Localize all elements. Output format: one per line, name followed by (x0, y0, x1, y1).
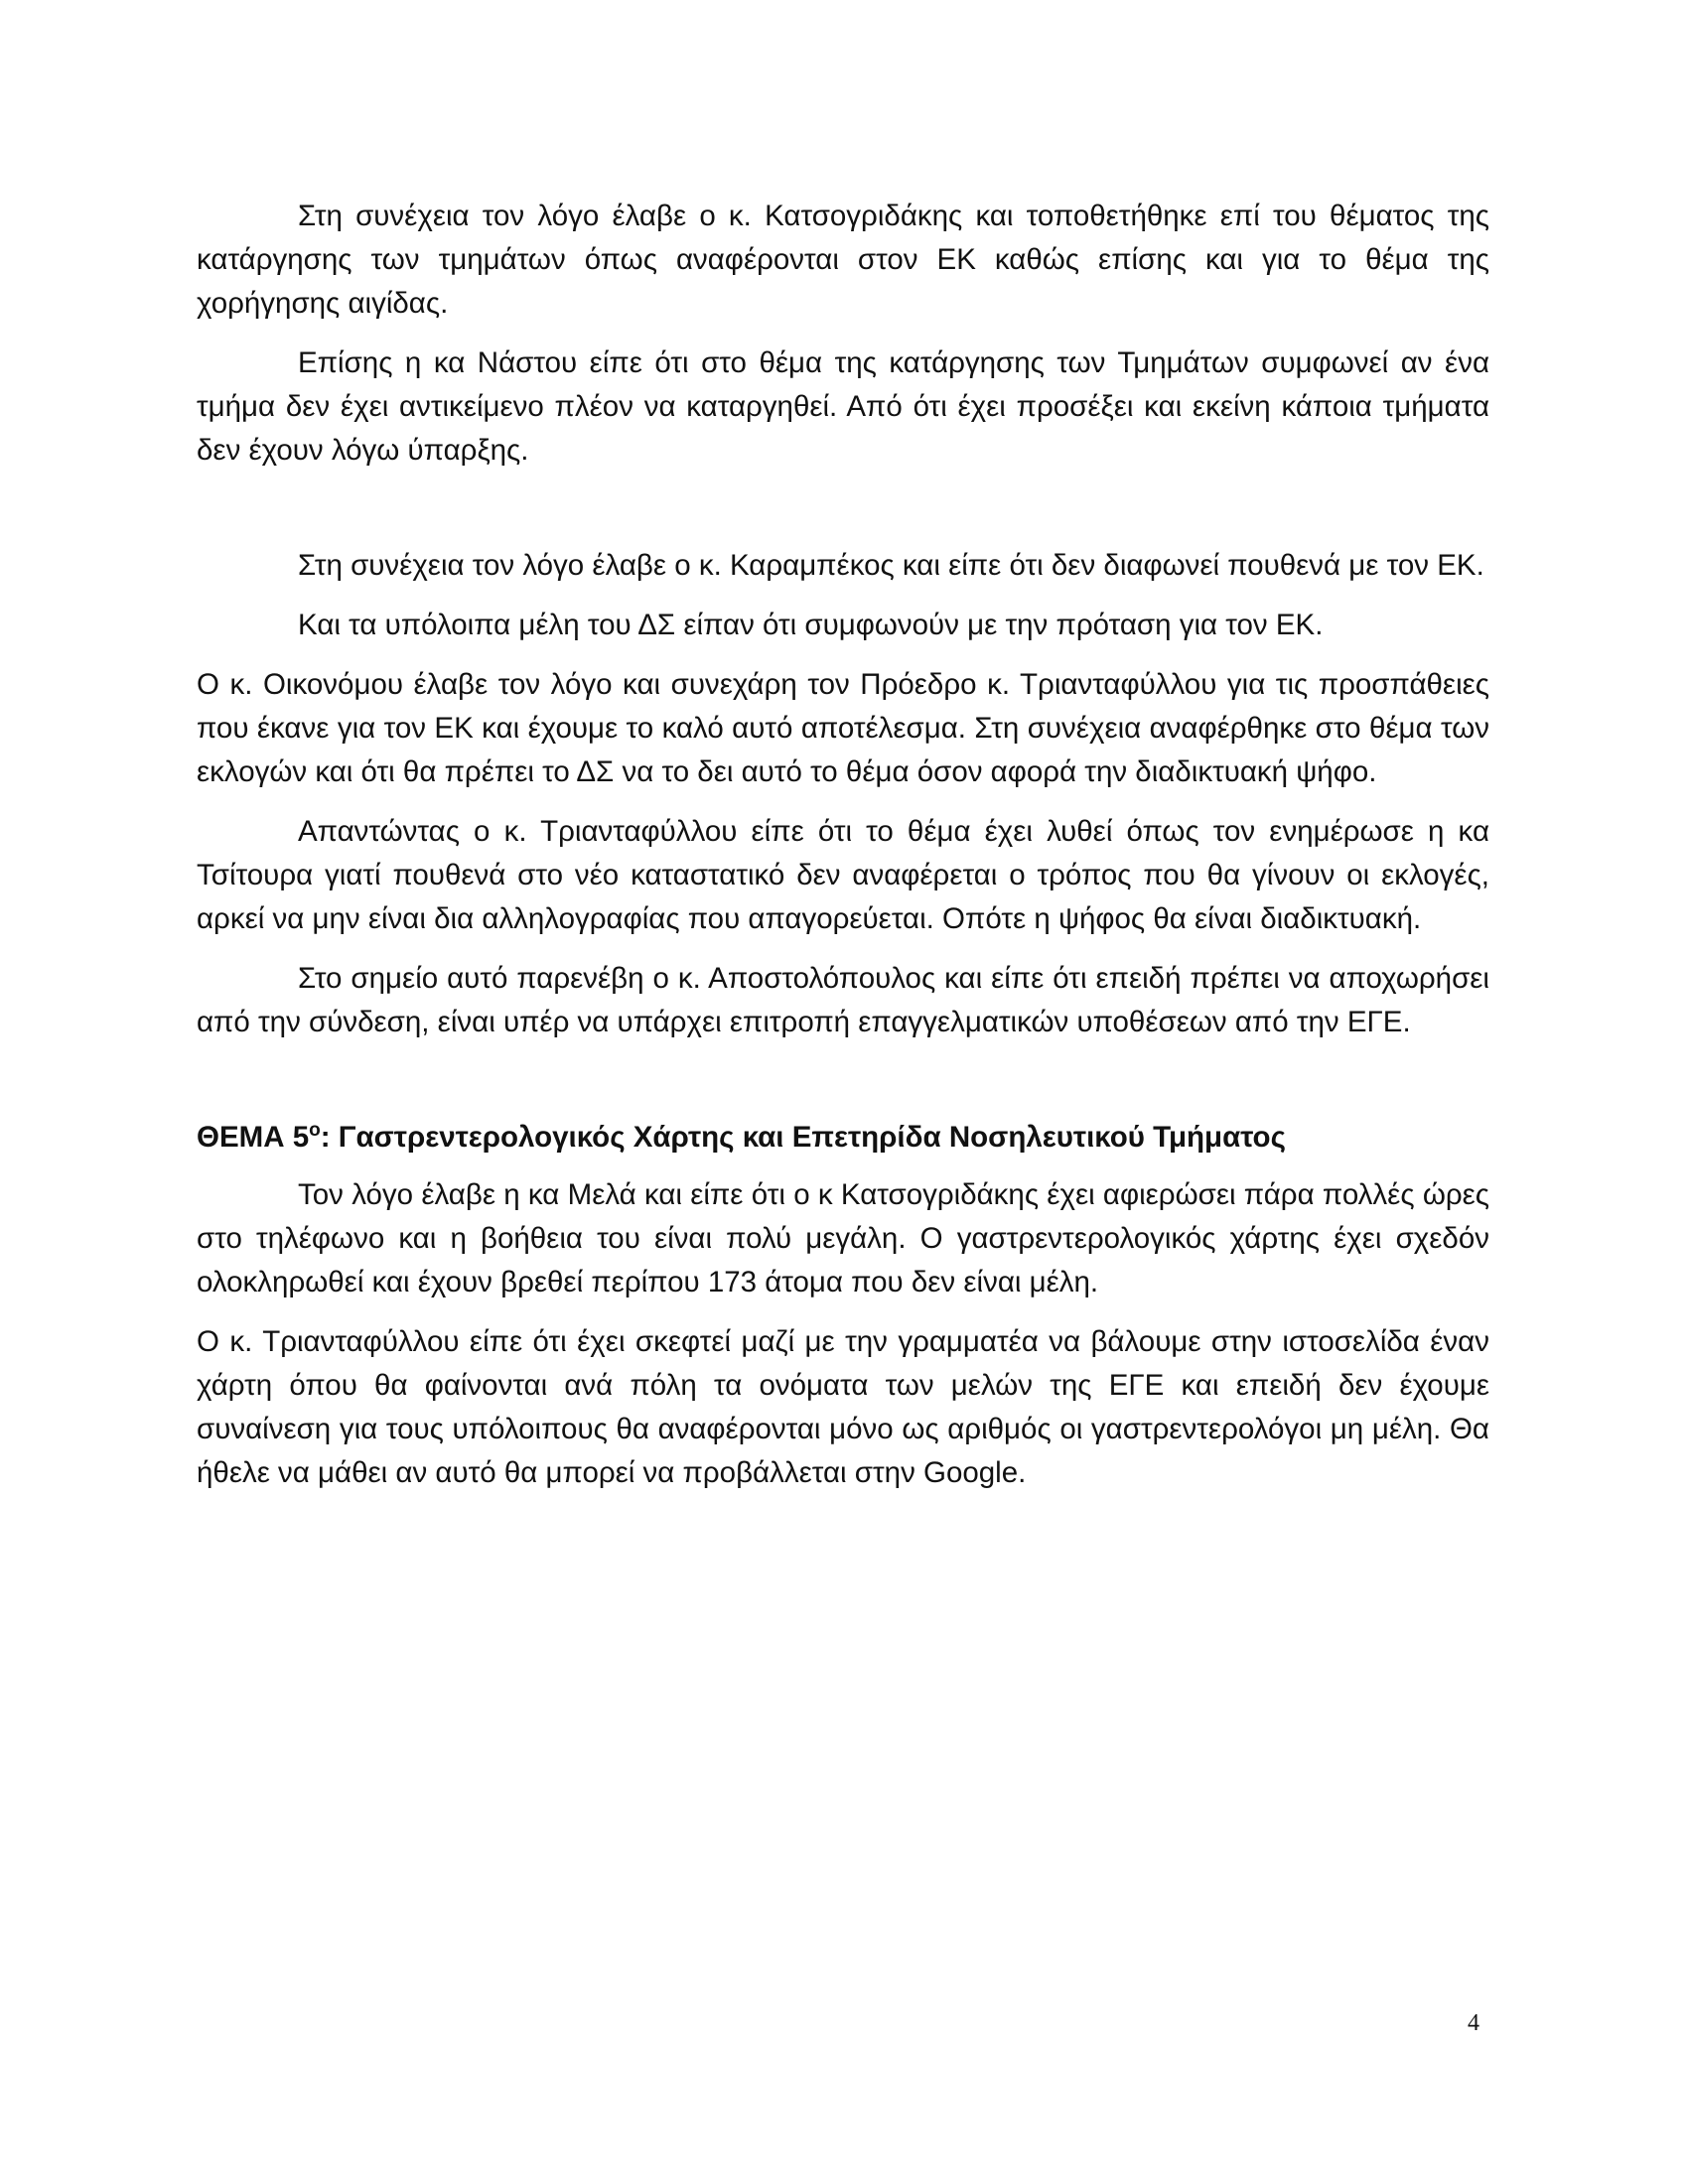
paragraph-oikonomou: Ο κ. Οικονόμου έλαβε τον λόγο και συνεχάρη τον Πρόεδρο κ. Τριανταφύλλου για τις προσπάθειες που έκανε για τον ΕΚ και έχουμε το καλό αυτό αποτέλεσμα. Στη συνέχεια αναφέρθηκε στο θέμα των εκλογών και ότι θα πρέπει το ΔΣ να το δει αυτό το θέμα όσον αφορά την διαδικτυακή ψήφο. (197, 668, 1489, 788)
paragraph-triantafyllou-map: Ο κ. Τριανταφύλλου είπε ότι έχει σκεφτεί μαζί με την γραμματέα να βάλουμε στην ιστοσελίδα έναν χάρτη όπου θα φαίνονται ανά πόλη τα ονόματα των μελών της ΕΓΕ και επειδή δεν έχουμε συναίνεση για τους υπόλοιπους θα αναφέρονται μόνο ως αριθμός οι γαστρεντερολόγοι μη μέλη. Θα ήθελε να μάθει αν αυτό θα μπορεί να προβάλλεται στην Google. (197, 1325, 1489, 1489)
paragraph-nastou: Επίσης η κα Νάστου είπε ότι στο θέμα της κατάργησης των Τμημάτων συμφωνεί αν ένα τμήμα δεν έχει αντικείμενο πλέον να καταργηθεί. Από ότι έχει προσέξει και εκείνη κάποια τμήματα δεν έχουν λόγω ύπαρξης. (197, 346, 1489, 467)
section-heading-ordinal: ο (309, 1120, 321, 1141)
section-heading (197, 1116, 1489, 1160)
paragraph-mela: Τον λόγο έλαβε η κα Μελά και είπε ότι ο κ Κατσογριδάκης έχει αφιερώσει πάρα πολλές ώρες στο τηλέφωνο και η βοήθεια του είναι πολύ μεγάλη. Ο γαστρεντερολογικός χάρτης έχει σχεδόν ολοκληρωθεί και έχουν βρεθεί περίπου 173 άτομα που δεν είναι μέλη. (197, 1178, 1489, 1298)
paragraph-karampekos: Στη συνέχεια τον λόγο έλαβε ο κ. Καραμπέκος και είπε ότι δεν διαφωνεί πουθενά με τον ΕΚ. (298, 549, 1484, 582)
paragraph-board-members: Και τα υπόλοιπα μέλη του ΔΣ είπαν ότι συμφωνούν με την πρόταση για τον ΕΚ. (298, 609, 1324, 641)
paragraph-triantafyllou-reply: Απαντώντας ο κ. Τριανταφύλλου είπε ότι το θέμα έχει λυθεί όπως τον ενημέρωσε η κα Τσίτουρα γιατί πουθενά στο νέο καταστατικό δεν αναφέρεται ο τρόπος που θα γίνουν οι εκλογές, αρκεί να μην είναι δια αλληλογραφίας που απαγορεύεται. Οπότε η ψήφος θα είναι διαδικτυακή. (197, 815, 1489, 935)
page-number: 4 (1468, 2010, 1479, 2036)
section-heading-title: : Γαστρεντερολογικός Χάρτης και Επετηρίδα Νοσηλευτικού Τμήματος (320, 1121, 1286, 1154)
section-heading-prefix: ΘΕΜΑ 5 (197, 1121, 310, 1154)
paragraph-apostolopoulos: Στο σημείο αυτό παρενέβη ο κ. Αποστολόπουλος και είπε ότι επειδή πρέπει να αποχωρήσει από την σύνδεση, είναι υπέρ να υπάρχει επιτροπή επαγγελματικών υποθέσεων από την ΕΓΕ. (197, 962, 1489, 1038)
paragraph-katsogridakis: Στη συνέχεια τον λόγο έλαβε ο κ. Κατσογριδάκης και τοποθετήθηκε επί του θέματος της κατάργησης των τμημάτων όπως αναφέρονται στον ΕΚ καθώς επίσης και για το θέμα της χορήγησης αιγίδας. (197, 200, 1489, 320)
document-page (197, 195, 1489, 1495)
